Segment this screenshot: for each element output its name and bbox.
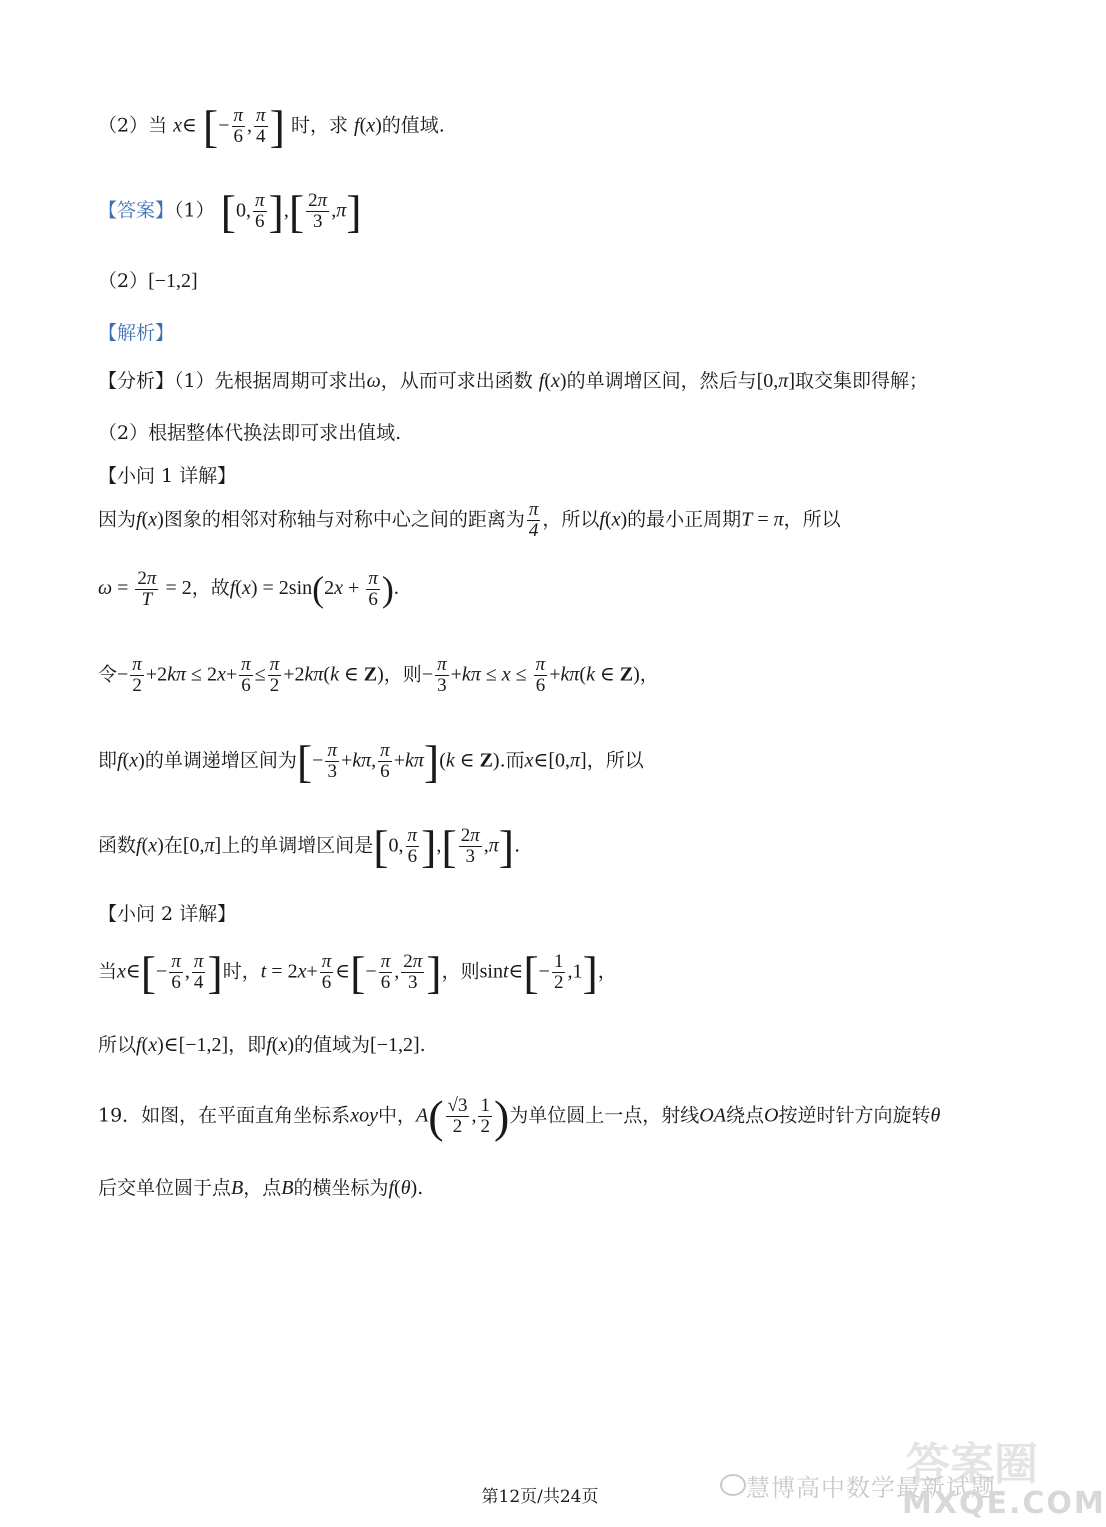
- text: ，则: [383, 663, 422, 686]
- text: 当: [98, 960, 118, 983]
- sub1-line-3: 令− $\frac{\pi}{2}$ +2kπ ≤ 2x+ $\frac{\pi}{6}$ ≤ $\frac{\pi}{2}$ +2kπ(k ∈ Z)，则− $\frac{\pi}{3}$ +kπ ≤ x ≤ $\frac{\pi}{6}$ +kπ(k ∈ Z)，: [98, 654, 659, 696]
- sub2-line-2: 所以f(x)∈[−1,2]，即f(x)的值域为[−1,2].: [98, 1034, 426, 1056]
- q19-line-2: 后交单位圆于点B，点B的横坐标为f(θ).: [98, 1177, 424, 1199]
- text: 在: [163, 834, 183, 857]
- text: 时，求: [290, 114, 348, 137]
- text: 图象的相邻对称轴与对称中心之间的距离为: [163, 508, 525, 531]
- text: 上的单调增区间是: [221, 834, 374, 857]
- text: ，所以: [542, 508, 600, 531]
- text: 中，: [377, 1104, 416, 1127]
- text: ，即: [228, 1034, 267, 1056]
- answer-part-1: 【答案】（1） [0, $\frac{\pi}{6}$ ],[ $\frac{2\pi}{3}$ ,π]: [98, 186, 362, 237]
- watermark-text: 慧博高中数学最新试题: [746, 1474, 996, 1502]
- page-number: 第12页/共24页: [481, 1487, 599, 1507]
- analysis-tag: 【解析】: [98, 322, 175, 344]
- text: （2）: [98, 270, 149, 292]
- text: .而: [499, 749, 525, 772]
- q19-line-1: 19．如图，在平面直角坐标系xoy中，A( $\frac{√3}{2}$ , $\frac{1}{2}$ )为单位圆上一点，射线OA绕点O按逆时针方向旋转θ: [98, 1091, 941, 1142]
- text: （1）: [174, 199, 215, 222]
- text: 后交单位圆于点: [98, 1177, 232, 1199]
- text: ，点: [243, 1177, 282, 1199]
- answer-tag: 【答案】: [98, 199, 175, 222]
- text: ，故: [191, 577, 230, 599]
- text: 按逆时针方向旋转: [778, 1104, 931, 1127]
- fenxi-line-2: （2）根据整体代换法即可求出值域.: [98, 422, 402, 444]
- text: 为单位圆上一点，射线: [509, 1104, 700, 1127]
- text: 【分析】: [98, 370, 175, 392]
- text: ，所以: [783, 508, 841, 531]
- text: ，所以: [586, 749, 644, 772]
- sub2-title: 【小问 2 详解】: [98, 903, 237, 925]
- text: 函数: [98, 834, 137, 857]
- text: （2）当: [98, 114, 168, 137]
- sub1-title: 【小问 1 详解】: [98, 465, 237, 487]
- text: （1）先根据周期可求出: [174, 370, 367, 392]
- text: .: [419, 1034, 426, 1056]
- text: 绕点: [725, 1104, 764, 1127]
- fenxi-line-1: 【分析】（1）先根据周期可求出ω，从而可求出函数 f(x)的单调增区间，然后与[0,π]取交集即得解；: [98, 370, 928, 392]
- text: 的单调递增区间为: [144, 749, 297, 772]
- sub1-line-4: 即f(x)的单调递增区间为[− $\frac{\pi}{3}$ +kπ, $\frac{\pi}{6}$ +kπ](k ∈ Z).而x∈[0,π]，所以: [98, 736, 644, 787]
- text: 的单调增区间，然后与: [566, 370, 757, 392]
- text: 19．如图，在平面直角坐标系: [98, 1104, 351, 1127]
- sub2-line-1: 当x∈[− $\frac{\pi}{6}$ , $\frac{\pi}{4}$ ]时，t = 2x+ $\frac{\pi}{6}$ ∈[− $\frac{\pi}{6}$ , $\frac{2\pi}{3}$ ]，则sint∈[− $\frac{1}{2}$ ,1]，: [98, 947, 617, 998]
- text: ，: [597, 960, 617, 983]
- text: 的横坐标为: [293, 1177, 389, 1199]
- text: 的最小正周期: [627, 508, 742, 531]
- answer-part-2: （2）[−1,2]: [98, 270, 198, 292]
- text: 时，: [222, 960, 261, 983]
- text: 所以: [98, 1034, 137, 1056]
- watermark-big: 答案圈: [906, 1439, 1038, 1490]
- text: 取交集即得解；: [794, 370, 928, 392]
- text: 因为: [98, 508, 137, 531]
- sub1-line-2: ω = $\frac{2\pi}{T}$ = 2，故f(x) = 2sin(2x + $\frac{\pi}{6}$ ).: [98, 567, 399, 610]
- watermark-site: MXQE.COM: [902, 1486, 1106, 1521]
- text: 令: [98, 663, 118, 686]
- sub1-line-5: 函数f(x)在[0,π]上的单调增区间是[0, $\frac{\pi}{6}$ ],[ $\frac{2\pi}{3}$ ,π].: [98, 821, 521, 872]
- text: ，从而可求出函数: [380, 370, 533, 392]
- text: 的值域为: [294, 1034, 371, 1056]
- text: ，则: [441, 960, 480, 983]
- text: .: [514, 834, 521, 857]
- text: 即: [98, 749, 118, 772]
- sub1-line-1: 因为f(x)图象的相邻对称轴与对称中心之间的距离为 $\frac{\pi}{4}$ ，所以f(x)的最小正周期T = π，所以: [98, 499, 841, 541]
- question-part-2: （2）当 x∈ [− $\frac{\pi}{6}$ , $\frac{\pi}{4}$ ] 时，求 f(x)的值域.: [98, 101, 445, 152]
- text: 的值域.: [381, 114, 445, 137]
- text: ，: [639, 663, 659, 686]
- text: .: [417, 1177, 424, 1199]
